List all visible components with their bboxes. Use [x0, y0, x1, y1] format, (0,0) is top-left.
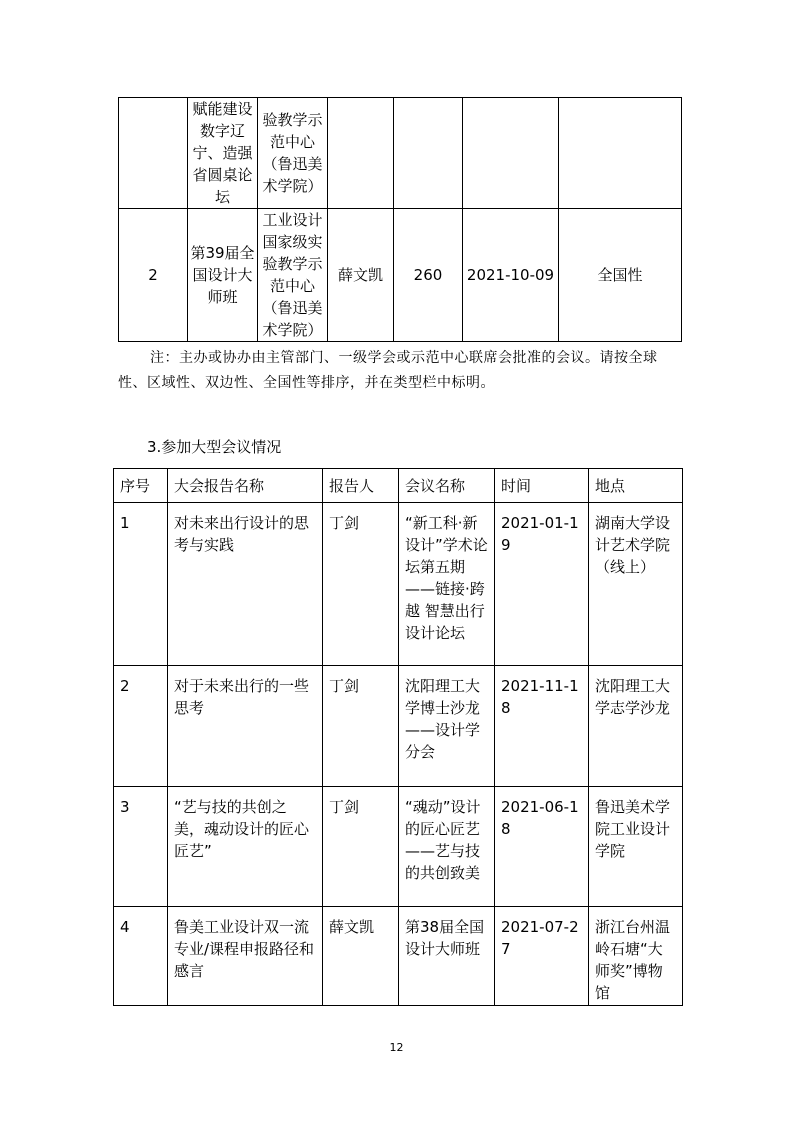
cell-no: 3 [114, 787, 168, 907]
table-header-row [114, 469, 683, 503]
cell-reporter: 丁剑 [323, 787, 399, 907]
cell-conference-name: 第39届全国设计大师班 [188, 209, 258, 342]
cell-type: 全国性 [559, 209, 682, 342]
cell-conference: 沈阳理工大学博士沙龙——设计学分会 [399, 666, 495, 787]
header-date: 时间 [495, 469, 589, 503]
header-reporter: 报告人 [323, 469, 399, 503]
header-report-title: 大会报告名称 [168, 469, 323, 503]
cell-date: 2021-07-27 [495, 907, 589, 1006]
cell-host: 工业设计国家级实验教学示范中心（鲁迅美术学院） [258, 209, 328, 342]
cell-no: 1 [114, 503, 168, 666]
cell-date [463, 98, 559, 209]
cell-conference-name: 赋能建设数字辽宁、造强省圆桌论坛 [188, 98, 258, 209]
cell-date: 2021-10-09 [463, 209, 559, 342]
page-number: 12 [389, 1041, 404, 1054]
table-row [114, 666, 683, 787]
cell-type [559, 98, 682, 209]
cell-no: 2 [119, 209, 188, 342]
cell-reporter: 薛文凯 [323, 907, 399, 1006]
cell-place: 浙江台州温岭石塘“大师奖”博物馆 [589, 907, 683, 1006]
table-row [114, 907, 683, 1006]
cell-date: 2021-01-19 [495, 503, 589, 666]
organized-conferences-table [118, 97, 682, 342]
cell-date: 2021-11-18 [495, 666, 589, 787]
cell-place: 沈阳理工大学志学沙龙 [589, 666, 683, 787]
cell-report-title: 对未来出行设计的思考与实践 [168, 503, 323, 666]
cell-date: 2021-06-18 [495, 787, 589, 907]
table-row [119, 98, 682, 209]
cell-place: 湖南大学设计艺术学院（线上） [589, 503, 683, 666]
cell-conference: 第38届全国设计大师班 [399, 907, 495, 1006]
cell-report-title: 鲁美工业设计双一流专业/课程申报路径和感言 [168, 907, 323, 1006]
cell-conference: “魂动”设计的匠心匠艺——艺与技的共创致美 [399, 787, 495, 907]
table-row [119, 209, 682, 342]
attended-conferences-table [113, 468, 683, 1006]
cell-no [119, 98, 188, 209]
table-note: 注：主办或协办由主管部门、一级学会或示范中心联席会批准的会议。请按全球性、区域性、双边性、全国性等排序，并在类型栏中标明。 [118, 350, 658, 391]
cell-host: 验教学示范中心（鲁迅美术学院） [258, 98, 328, 209]
cell-reporter: 丁剑 [323, 666, 399, 787]
header-no: 序号 [114, 469, 168, 503]
table-row [114, 787, 683, 907]
cell-count [394, 98, 463, 209]
cell-conference: “新工科·新设计”学术论坛第五期——链接·跨越 智慧出行设计论坛 [399, 503, 495, 666]
cell-reporter: 丁剑 [323, 503, 399, 666]
cell-no: 2 [114, 666, 168, 787]
header-conference: 会议名称 [399, 469, 495, 503]
cell-person: 薛文凯 [328, 209, 394, 342]
table-row [114, 503, 683, 666]
cell-person [328, 98, 394, 209]
cell-report-title: “艺与技的共创之美，魂动设计的匠心匠艺” [168, 787, 323, 907]
cell-no: 4 [114, 907, 168, 1006]
header-place: 地点 [589, 469, 683, 503]
cell-place: 鲁迅美术学院工业设计学院 [589, 787, 683, 907]
cell-count: 260 [394, 209, 463, 342]
section-title: 3.参加大型会议情况 [147, 438, 282, 456]
cell-report-title: 对于未来出行的一些思考 [168, 666, 323, 787]
